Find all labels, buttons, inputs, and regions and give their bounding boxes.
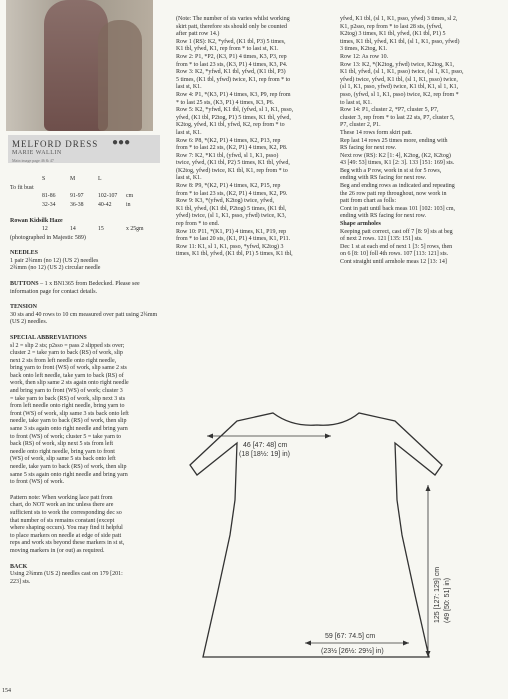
yarn-qty-s: 12 [42,225,48,232]
back-heading: BACK [10,563,28,570]
abbreviations-text [10,343,160,487]
abbr-line: bring yarn to front (WS) of work, slip same 2 sts [10,365,127,372]
height-label-cm: 125 [127: 129] cm [434,566,441,623]
pattern-line: Cont straight until armhole meas 12 [13: 14] [340,259,447,265]
pattern-line: from * to last 22 sts, (K2, P1) 4 times, K2, P8. [176,145,288,152]
abbr-line: front (WS) of work, slip same 3 sts back onto left [10,410,129,417]
bust-cm-s: 81-86 [42,193,56,200]
pattern-line: K1 tbl, yfwd, K1, rep from * to last st, K1. [176,46,279,53]
pattern-line: Row 5: K2, *yfwd, K1 tbl, (yfwd, sl 1, K1, psso, [176,107,294,114]
pattern-line: RS facing for next row. [340,145,397,152]
pattern-line: Beg with a P row, work in st st for 5 rows, [340,167,442,174]
bust-unit-in: in [126,201,131,208]
note-line: sufficient sts to work the corresponding dec so [10,509,122,516]
pattern-line: from * to last 23 sts, (K2, P1) 4 times, K2, P9. [176,190,288,197]
designer-name: MARIE WALLIN [12,150,62,156]
pattern-line: Next row (RS): K2 [1: 4], K2tog, (K2, K2tog) [340,152,451,159]
size-s: S [42,176,46,182]
sizes-table [10,176,133,210]
pattern-line: Keeping patt correct, cast off 7 [8: 9] sts at beg [340,228,453,235]
pattern-line: yfwd, (K1 tbl, P2tog, P1) 5 times, K1 tbl, yfwd, [176,114,291,121]
dress-schematic [185,395,485,665]
abbr-line: back (RS) of work, slip next 5 sts from left [10,441,113,448]
abbr-line: to front (WS) of work. [10,479,65,486]
pattern-line: 43 [49: 53] times, K1 [2: 3]. 133 [151: 169] sts. [340,160,455,167]
width-label-cm: 46 [47: 48] cm [243,442,288,449]
pattern-line: to last st, K1. [340,99,372,106]
pattern-line: Row 2: P1, *P2, (K3, P1) 4 times, K3, P3, rep [176,53,287,60]
pattern-line: (sl 1, K1, psso, yfwd) twice, K1 tbl, K1, sl 1, K1, [340,84,459,91]
pattern-line: skirt patt, therefore sts should only be counted [176,23,287,30]
needles-line-2: 2¾mm (no 12) (US 2) circular needle [10,265,101,272]
difficulty-dots: ●●● [112,137,131,148]
pattern-line: last st, K1. [176,84,202,91]
pattern-line: last st, K1. [176,129,202,136]
needles-heading: NEEDLES [10,250,39,257]
pattern-line: K1 tbl, yfwd, (K1 tbl, P2tog) 5 times, (K1 tbl, [176,205,287,212]
abbr-line: = take yarn to back (RS) of work, slip next 3 sts [10,395,126,402]
note-line: reps and work sts beyond these markers in st st, [10,540,125,547]
abbr-line: same 3 sts again onto right needle and bring yarn [10,426,128,433]
pattern-line: * to last 25 sts, (K3, P1) 4 times, K3, P6. [176,99,275,106]
pattern-line: Row 4: P1, *(K3, P1) 4 times, K3, P9, rep from [176,91,291,98]
abbr-line: to front (WS) of work; cluster 5 = take yarn to [10,433,122,440]
pattern-line: Row 1 (RS): K2, *yfwd, (K1 tbl, P3) 5 times, [176,38,286,45]
yarn-name: Rowan Kidsilk Haze [10,218,63,225]
note-line: to place markers on needle at edge of side patt [10,532,122,539]
pattern-line: Row 10: P11, *(K1, P1) 4 times, K1, P19, rep [176,228,287,235]
pattern-line: from * to last 23 sts, (K3, P1) 4 times, K3, P4. [176,61,288,68]
pattern-line: ending with RS facing for next row. [340,213,427,220]
height-label-in: (49 [50: 51] in) [444,577,451,623]
note-line: where shaping occurs). You may find it helpful [10,525,123,532]
pattern-line: cluster 3, rep from * to last 22 sts, P7, cluster 5, [340,114,455,121]
shape-armholes-heading: Shape armholes [340,221,381,228]
abbr-line: needle, take yarn to back (RS) of work, then slip [10,418,127,425]
hem-label-in: (23½ [26½: 29½] in) [321,648,384,655]
note-line: Pattern note: When working lace patt from [10,494,113,501]
pattern-line: patt from chart as folls: [340,198,396,205]
pattern-line: 3 times, K2tog, K1. [340,46,388,53]
bust-in-l: 40-42 [98,201,112,208]
yarn-note: (photographed in Majestic 589) [10,234,86,241]
pattern-line: Row 9: K3, *(yfwd, K2tog) twice, yfwd, [176,198,274,205]
right-column [340,16,506,267]
pattern-line: times, K1 tbl, yfwd, (K1 tbl, P1) 5 times, K1 tbl, [176,251,293,258]
note-line: moving markers in (or out) as required. [10,547,105,554]
bust-in-s: 32-34 [42,201,56,208]
pattern-line: Beg and ending rows as indicated and repeating [340,183,455,190]
pattern-line: on 6 [8: 10] foll 4th rows. 107 [113: 121] sts. [340,251,449,258]
yarn-qty-l: 15 [98,225,104,232]
pattern-line: (Note: The number of sts varies whilst working [176,16,290,22]
left-column [10,176,160,586]
abbr-line: cluster 2 = take yarn to back (RS) of work, slip [10,350,123,357]
pattern-line: yfwd) twice, (sl 1, K1, psso, yfwd) twice, K3, [176,213,286,220]
bust-cm-l: 102-107 [98,193,118,200]
bust-in-m: 36-38 [70,201,84,208]
pattern-title-box [8,135,160,163]
pattern-line: Row 7: K2, *K1 tbl, (yfwd, sl 1, K1, psso) [176,152,279,159]
bust-cm-m: 91-97 [70,193,84,200]
pattern-line: K1, p2sso, rep from * to last 28 sts, (yfwd, [340,23,443,30]
pattern-line: from * to last 20 sts, (K1, P1) 4 times, K1, P11. [176,236,291,243]
pattern-line: times, K1 tbl, yfwd, K1 tbl, (sl 1, K1, psso, yfwd) [340,38,460,45]
pattern-line: Row 13: K2, *(K2tog, yfwd) twice, K2tog, K1, [340,61,454,68]
dress-photo [6,0,153,131]
abbr-line: needle onto right needle, bring yarn to front [10,448,115,455]
pattern-line: after patt row 14.) [176,31,220,38]
bust-unit-cm: cm [126,193,134,200]
pattern-note [10,495,160,556]
note-line: chart, do NOT work an inc unless there are [10,502,114,509]
abbr-line: from left needle onto right needle, bring yarn to [10,403,125,410]
pattern-line: Row 8: P9, *(K2, P1) 4 times, K2, P15, rep [176,183,281,190]
pattern-line: yfwd, K1 tbl, (sl 1, K1, psso, yfwd) 3 times, sl 2, [340,16,458,22]
pattern-line: of next 2 rows. 121 [135: 151] sts. [340,236,423,243]
pattern-line: K2tog) 3 times, K1 tbl, yfwd, (K1 tbl, P1) 5 [340,31,446,38]
yarn-unit: x 25gm [126,225,144,232]
buttons-heading: BUTTONS [10,280,39,287]
pattern-line: psso, (yfwd, sl 1, K1, psso) twice, K2, rep from * [340,91,459,98]
pattern-line: last st, K1. [176,175,202,182]
size-l: L [98,176,102,182]
pattern-line: Row 3: K2, *yfwd, K1 tbl, yfwd, (K1 tbl, P3) [176,69,286,76]
abbr-line: same 5 sts again onto right needle and bring yarn [10,471,128,478]
buttons-text: – 1 x BN1365 from Bedecked. Please see information page for contact details. [10,280,140,295]
pattern-line: K1 tbl, yfwd, (sl 1, K1, psso) twice, (sl 1, K1, psso, [340,69,464,76]
back-line: Using 2¾mm (US 2) needles cast on 179 [201: [10,571,123,578]
tension-text: 30 sts and 40 rows to 10 cm measured over patt using 2¾mm (US 2) needles. [10,311,158,326]
width-label-in: (18 [18½: 19] in) [239,451,290,458]
middle-column [176,16,339,259]
pattern-line: Dec 1 st at each end of next 1 [3: 5] rows, then [340,243,453,250]
yarn-qty-m: 14 [70,225,76,232]
note-line: that number of sts remains constant (except [10,517,115,524]
image-reference: Main image page 46 & 47 [12,158,54,163]
abbr-line: sl 2 = slip 2 sts; p2sso = pass 2 slipped sts over; [10,342,125,349]
pattern-line: ending with RS facing for next row. [340,175,427,182]
abbr-line: (WS) of work, slip same 5 sts back onto left [10,456,116,463]
pattern-line: Rep last 14 rows 25 times more, ending with [340,137,448,144]
hem-label-cm: 59 [67: 74.5] cm [325,633,376,640]
pattern-line: yfwd) twice, yfwd, K1 tbl, (sl 1, K1, psso) twice, [340,76,458,83]
pattern-line: twice, yfwd, (K1 tbl, P2) 5 times, K1 tbl, yfwd, [176,160,290,167]
abbr-line: back onto left needle, take yarn to back (RS) of [10,372,124,379]
pattern-line: Row 14: P1, cluster 2, *P7, cluster 5, P7, [340,107,439,114]
pattern-line: Row 11: K1, sl 1, K1, psso, *yfwd, K2tog) 3 [176,243,284,250]
buttons-paragraph [10,281,160,296]
abbr-line: work, then slip same 2 sts again onto right needle [10,380,129,387]
size-m: M [70,176,76,182]
abbreviations-heading: SPECIAL ABBREVIATIONS [10,334,87,341]
abbr-line: and bring yarn to front (WS) of work; cluster 3 [10,388,123,395]
abbr-line: needle, take yarn to back (RS) of work, then slip [10,464,127,470]
pattern-line: K2tog, yfwd, K1 tbl, yfwd, K2, rep from * to [176,122,285,129]
bust-label: To fit bust [10,184,34,191]
pattern-line: rep from * to end. [176,221,220,228]
needles-line-1: 1 pair 2¾mm (no 12) (US 2) needles [10,257,99,264]
pattern-line: Row 12: As row 10. [340,53,389,60]
pattern-line: 5 times, (K1 tbl, yfwd) twice, K1, rep from * to [176,76,291,83]
dress-outline [190,413,442,657]
pattern-line: the 26 row patt rep throughout, now work in [340,190,447,197]
abbr-line: next 2 sts from left needle onto right needle, [10,357,117,364]
back-line: 223] sts. [10,578,31,585]
pattern-line: P7, cluster 2, P1. [340,122,381,129]
tension-heading: TENSION [10,304,38,311]
pattern-title: MELFORD DRESS [12,139,99,149]
pattern-line: Row 6: P8, *(K2, P1) 4 times, K2, P13, rep [176,137,281,144]
pattern-line: These 14 rows form skirt patt. [340,129,413,136]
page-number: 154 [2,688,11,694]
pattern-line: Cont in patt until back meas 101 [102: 103] cm, [340,205,455,212]
pattern-line: (K2tog, yfwd) twice, K1 tbl, K1, rep from * to [176,167,288,174]
